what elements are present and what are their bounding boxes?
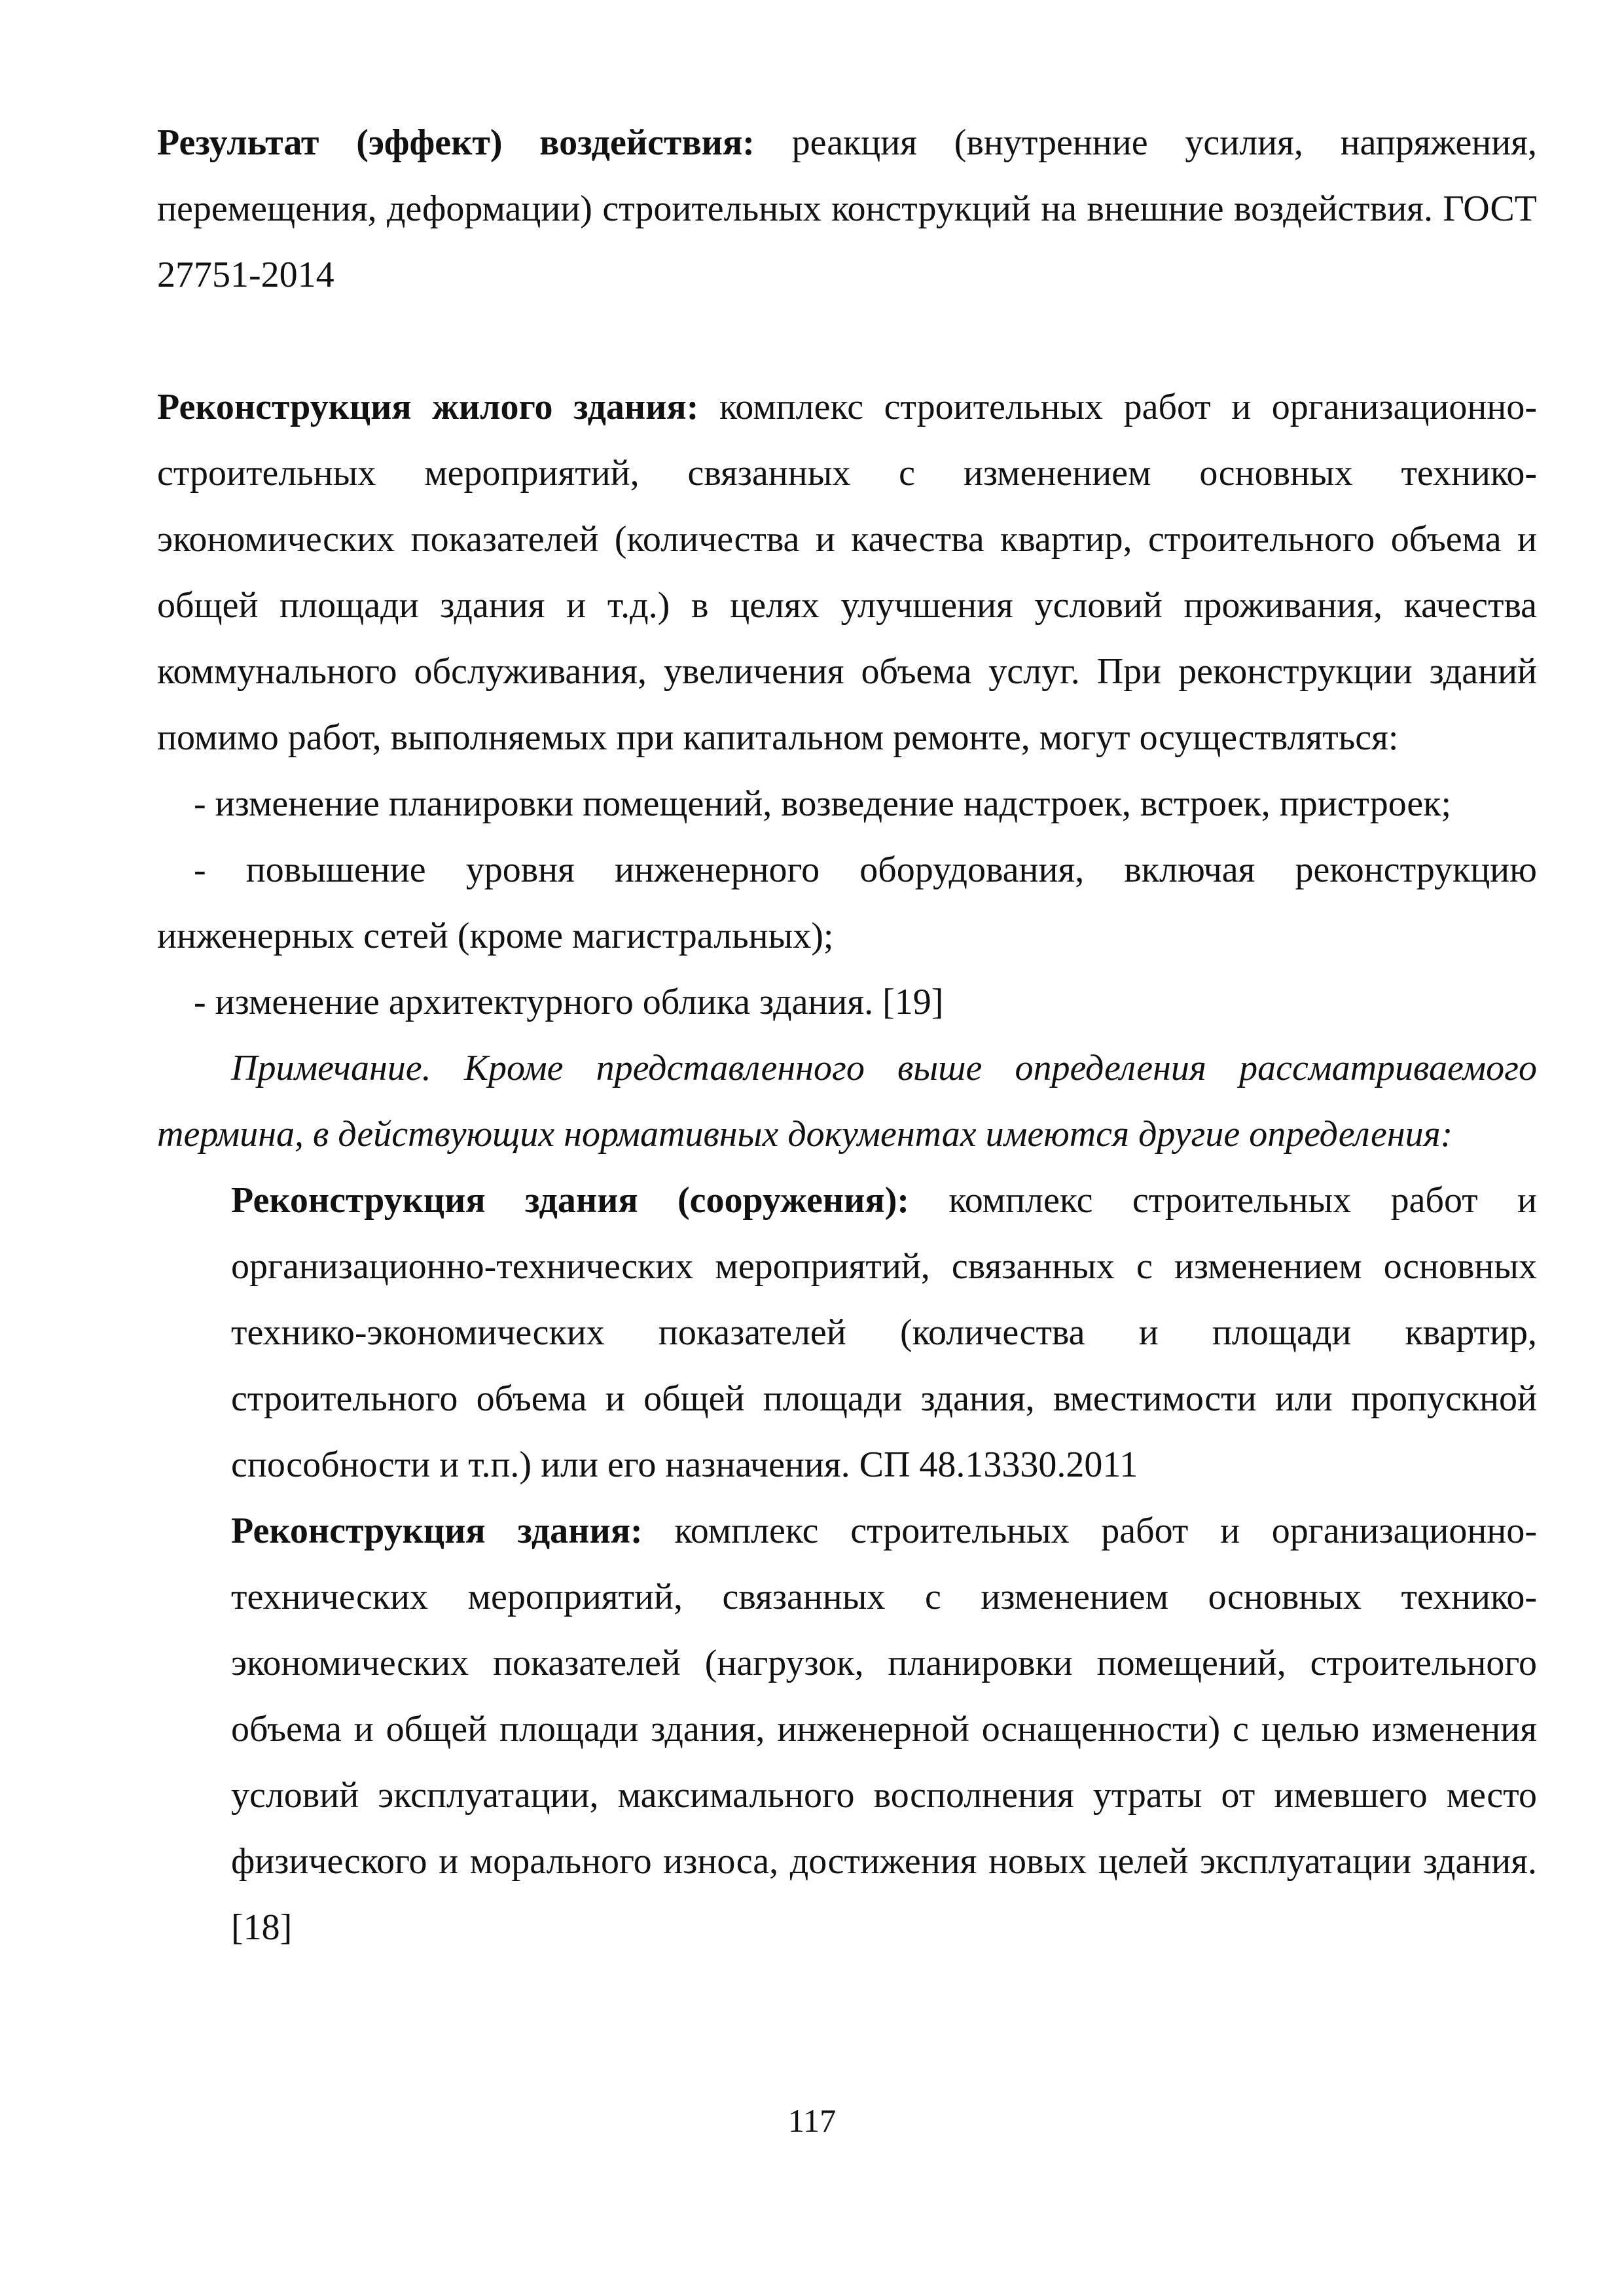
- definition-text-building-structure: комплекс строительных работ и организационно-технических мероприятий, связанных с изменением основных технико-экономических показателей (количества и площади квартир, строительного объема и общей площади здания, вместимости или пропускной способности и т.п.) или его назначения. СП 48.13330.2011: [231, 1180, 1537, 1485]
- paragraph-result-definition: [157, 110, 1537, 308]
- definition-building-structure: [231, 1168, 1537, 1498]
- page-number: 117: [787, 2102, 837, 2139]
- term-building-structure-reconstruction: Реконструкция здания (сооружения):: [231, 1180, 910, 1221]
- document-page: [157, 110, 1537, 1961]
- definition-text-result: реакция (внутренние усилия, напряжения, перемещения, деформации) строительных конструкций на внешние воздействия. ГОСТ 27751-2014: [157, 122, 1537, 295]
- note-paragraph: Примечание. Кроме представленного выше определения рассматриваемого термина, в действующих нормативных документах имеются другие определения:: [157, 1048, 1537, 1155]
- list-item: - изменение планировки помещений, возведение надстроек, встроек, пристроек;: [194, 783, 1452, 824]
- list-item: - повышение уровня инженерного оборудования, включая реконструкцию инженерных сетей (кроме магистральных);: [157, 850, 1537, 956]
- definition-text-building: комплекс строительных работ и организационно-технических мероприятий, связанных с изменением основных технико-экономических показателей (нагрузок, планировки помещений, строительного объема и общей площади здания, инженерной оснащенности) с целью изменения условий эксплуатации, максимального восполнения утраты от имевшего место физического и морального износа, достижения новых целей эксплуатации здания. [18]: [231, 1511, 1537, 1948]
- term-residential-reconstruction: Реконструкция жилого здания:: [157, 387, 699, 427]
- list-item: - изменение архитектурного облика здания. [19]: [194, 982, 944, 1022]
- paragraph-gap: [157, 308, 1537, 374]
- definition-text-residential-reconstruction: комплекс строительных работ и организационно-строительных мероприятий, связанных с изменением основных технико-экономических показателей (количества и качества квартир, строительного объема и общей площади здания и т.д.) в целях улучшения условий проживания, качества коммунального обслуживания, увеличения объема услуг. При реконструкции зданий помимо работ, выполняемых при капитальном ремонте, могут осуществляться:: [157, 387, 1537, 758]
- definition-building: [231, 1498, 1537, 1961]
- term-result: Результат (эффект) воздействия:: [157, 122, 755, 163]
- term-building-reconstruction: Реконструкция здания:: [231, 1511, 643, 1551]
- paragraph-residential-reconstruction: [157, 374, 1537, 771]
